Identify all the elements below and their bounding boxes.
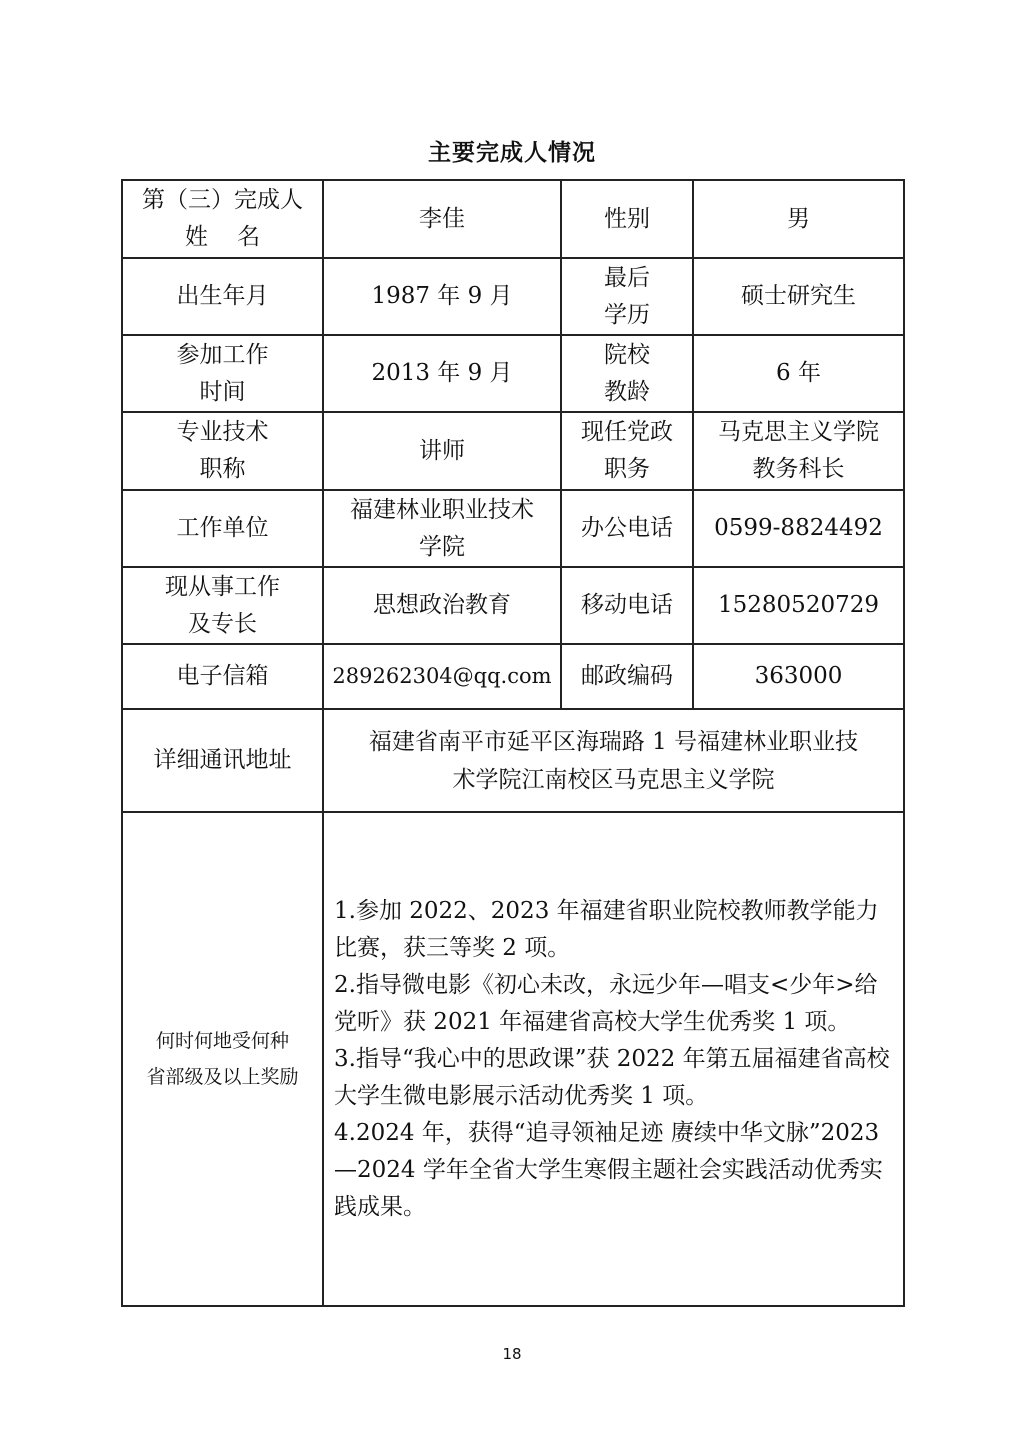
label-awards [122,812,323,1306]
page-number: 18 [502,1345,522,1363]
award-item: 2.指导微电影《初心未改，永远少年—唱支<少年>给党听》获 2021 年福建省高校大学生优秀奖 1 项。 [334,971,878,1035]
label-position-line1: 现任党政 [581,419,673,445]
label-name [122,180,323,258]
award-item: 1.参加 2022、2023 年福建省职业院校教师教学能力比赛，获三等奖 2 项。 [334,897,879,961]
label-education [561,258,693,335]
value-name: 李佳 [323,180,561,258]
row-awards [122,812,904,1306]
label-position-line2: 职务 [604,456,650,482]
label-name-line1: 第（三）完成人 [142,187,303,213]
row-birth [122,258,904,335]
value-employer-line1: 福建林业职业技术 [350,496,534,523]
label-awards-line2: 省部级及以上奖励 [146,1066,299,1088]
value-employer [323,490,561,567]
label-address: 详细通讯地址 [122,709,323,812]
awards-list [323,812,904,1306]
label-work-start-line1: 参加工作 [176,341,269,368]
value-professional-title: 讲师 [323,412,561,490]
label-education-line2: 学历 [604,301,650,328]
row-employer [122,490,904,567]
label-gender: 性别 [561,180,693,258]
value-office-phone: 0599-8824492 [693,490,904,567]
label-name-line2: 姓 名 [184,224,261,250]
label-professional-title [122,412,323,490]
value-email: 289262304@qq.com [323,644,561,709]
value-address [323,709,904,812]
award-item: 4.2024 年，获得“追寻领袖足迹 赓续中华文脉”2023—2024 学年全省大学生寒假主题社会实践活动优秀实践成果。 [334,1119,883,1220]
value-position-line1: 马克思主义学院 [718,419,879,445]
label-position [561,412,693,490]
row-email [122,644,904,709]
label-specialty-line1: 现从事工作 [165,573,280,600]
row-specialty [122,567,904,644]
row-work-start [122,335,904,412]
value-address-line2: 术学院江南校区马克思主义学院 [452,766,775,793]
label-specialty [122,567,323,644]
row-name [122,180,904,258]
label-professional-title-line1: 专业技术 [176,419,269,445]
label-office-phone: 办公电话 [561,490,693,567]
value-gender: 男 [693,180,904,258]
label-postal-code: 邮政编码 [561,644,693,709]
label-work-start [122,335,323,412]
value-specialty: 思想政治教育 [323,567,561,644]
label-employer: 工作单位 [122,490,323,567]
value-teaching-years: 6 年 [693,335,904,412]
value-position [693,412,904,490]
label-teaching-years-line2: 教龄 [604,378,650,405]
label-awards-line1: 何时何地受何种 [155,1030,289,1052]
value-postal-code: 363000 [693,644,904,709]
value-mobile-phone: 15280520729 [693,567,904,644]
personnel-info-table [121,179,905,1307]
value-work-start: 2013 年 9 月 [323,335,561,412]
label-email: 电子信箱 [122,644,323,709]
value-education: 硕士研究生 [693,258,904,335]
value-birth: 1987 年 9 月 [323,258,561,335]
label-mobile-phone: 移动电话 [561,567,693,644]
label-specialty-line2: 及专长 [188,610,257,637]
label-birth: 出生年月 [122,258,323,335]
value-employer-line2: 学院 [419,533,465,560]
label-education-line1: 最后 [604,264,650,291]
label-work-start-line2: 时间 [199,378,246,405]
row-title-rank [122,412,904,490]
label-professional-title-line2: 职称 [199,456,246,482]
value-address-line1: 福建省南平市延平区海瑞路 1 号福建林业职业技 [368,728,859,755]
value-position-line2: 教务科长 [752,456,845,482]
award-item: 3.指导“我心中的思政课”获 2022 年第五届福建省高校大学生微电影展示活动优秀奖 1 项。 [334,1045,890,1109]
page-title: 主要完成人情况 [428,140,596,166]
label-teaching-years [561,335,693,412]
row-address [122,709,904,812]
label-teaching-years-line1: 院校 [604,341,650,368]
